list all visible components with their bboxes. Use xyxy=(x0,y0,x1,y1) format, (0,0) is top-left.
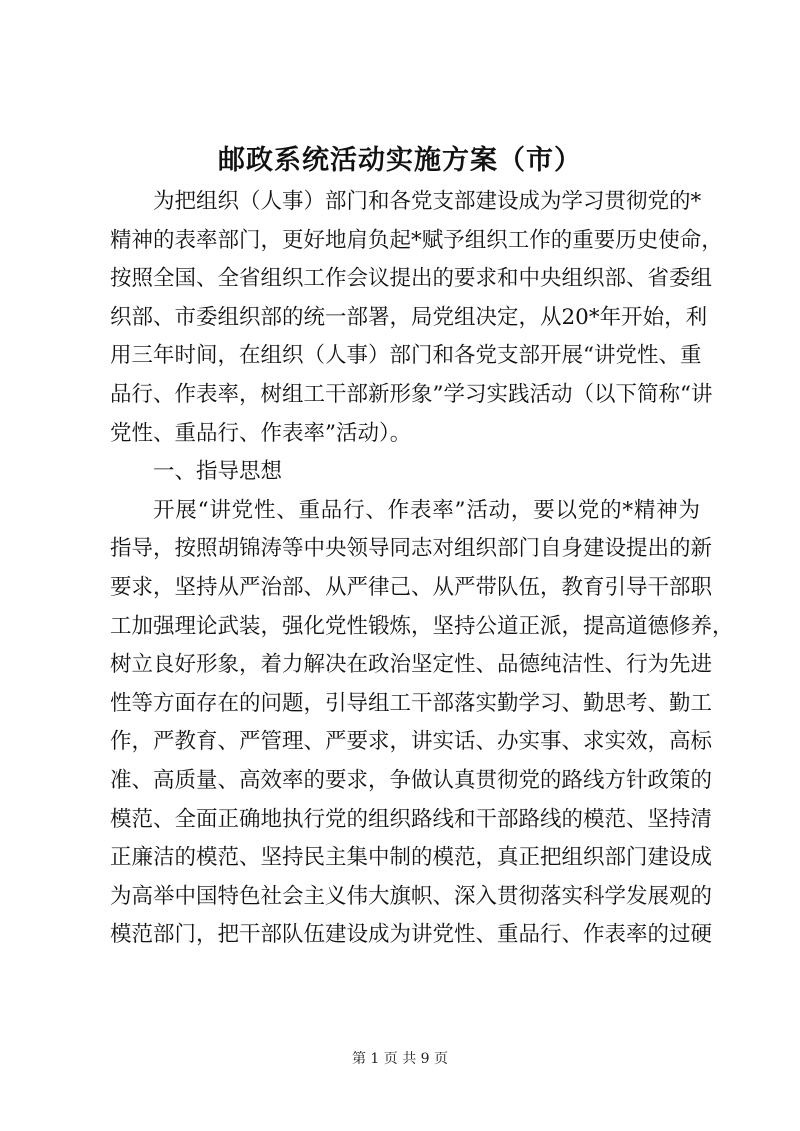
paragraph-line: 织部、市委组织部的统一部署，局党组决定，从20*年开始，利 xyxy=(110,304,708,330)
paragraph-line: 品行、作表率，树组工干部新形象”学习实践活动（以下简称“讲 xyxy=(110,381,713,407)
document-title: 邮政系统活动实施方案（市） xyxy=(218,145,582,176)
paragraph-line: 开展“讲党性、重品行、作表率”活动，要以党的*精神为 xyxy=(153,497,700,523)
paragraph-line: 工加强理论武装，强化党性锻炼，坚持公道正派，提高道德修养， xyxy=(110,613,734,639)
paragraph-line: 模范、全面正确地执行党的组织路线和干部路线的模范、坚持清 xyxy=(110,806,713,832)
document-body xyxy=(110,183,734,955)
paragraph-line: 按照全国、全省组织工作会议提出的要求和中央组织部、省委组 xyxy=(110,266,713,292)
paragraph-line: 模范部门，把干部队伍建设成为讲党性、重品行、作表率的过硬 xyxy=(110,922,713,948)
paragraph-line: 树立良好形象，着力解决在政治坚定性、品德纯洁性、行为先进 xyxy=(110,652,713,678)
paragraph-line: 正廉洁的模范、坚持民主集中制的模范，真正把组织部门建设成 xyxy=(110,845,713,871)
paragraph-line: 作，严教育、严管理、严要求，讲实话、办实事、求实效，高标 xyxy=(110,729,713,755)
paragraph-line: 性等方面存在的问题，引导组工干部落实勤学习、勤思考、勤工 xyxy=(110,690,713,716)
page-number-footer: 第 1 页 共 9 页 xyxy=(351,1051,449,1067)
paragraph-line: 用三年时间，在组织（人事）部门和各党支部开展“讲党性、重 xyxy=(110,343,702,369)
paragraph-line: 准、高质量、高效率的要求，争做认真贯彻党的路线方针政策的 xyxy=(110,767,713,793)
paragraph-line: 为高举中国特色社会主义伟大旗帜、深入贯彻落实科学发展观的 xyxy=(110,883,713,909)
paragraph-line: 党性、重品行、作表率”活动）。 xyxy=(110,420,412,446)
paragraph-line: 指导，按照胡锦涛等中央领导同志对组织部门自身建设提出的新 xyxy=(110,536,713,562)
paragraph-line: 为把组织（人事）部门和各党支部建设成为学习贯彻党的* xyxy=(153,189,702,214)
paragraph-line: 精神的表率部门，更好地肩负起*赋予组织工作的重要历史使命， xyxy=(110,227,723,253)
section-heading: 一、指导思想 xyxy=(153,459,283,485)
paragraph-line: 要求，坚持从严治部、从严律己、从严带队伍，教育引导干部职 xyxy=(110,574,713,600)
